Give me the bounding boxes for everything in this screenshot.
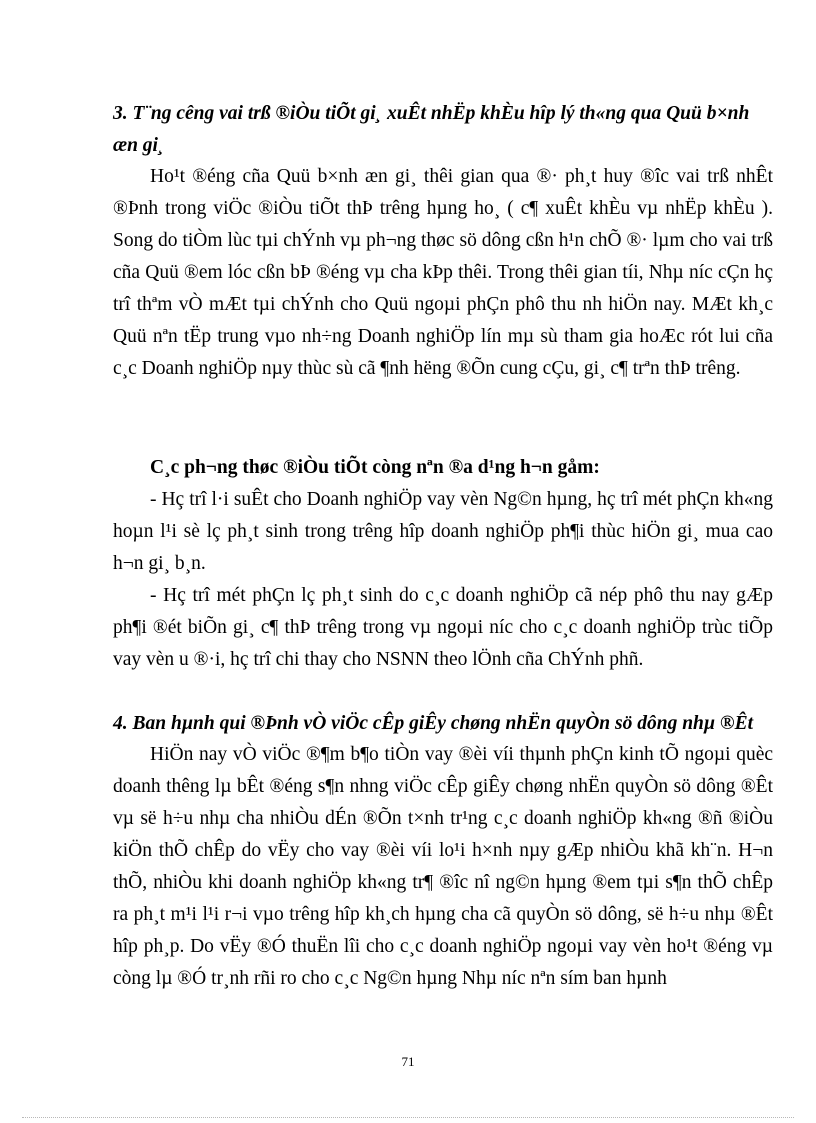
section-3-heading: 3. T¨ng cêng vai trß ®iÒu tiÕt gi¸ xuÊt nhËp khÈu hîp lý th«ng qua Quü b×nh æn gi¸ xyxy=(113,103,750,156)
section-4-paragraph: HiÖn nay vÒ viÖc ®¶m b¶o tiÒn vay ®èi víi thµnh phÇn kinh tÕ ngoµi quèc doanh thêng lµ bÊt ®éng s¶n nhng viÖc cÊp giÊy chøng nhËn quyÒn sö dông ®Êt vµ së h÷u nhµ cha nhiÒu dÉn ®Õn t×nh tr¹ng c¸c doanh nghiÖp kh«ng ®ñ ®iÒu kiÖn thÕ chÊp do vËy cho vay ®èi víi lo¹i h×nh nµy gÆp nhiÒu khã kh¨n. H¬n thÕ, nhiÒu khi doanh nghiÖp kh«ng tr¶ ®îc nî ng©n hµng ®em tµi s¶n thÕ chÊp ra ph¸t m¹i l¹i r¬i vµo trêng hîp kh¸ch hµng cha cã quyÒn sö dông, së h÷u nhµ ®Êt hîp ph¸p. Do vËy ®Ó thuËn lîi cho c¸c doanh nghiÖp ngoµi vay vèn ho¹t ®éng vµ còng lµ ®Ó tr¸nh rñi ro cho c¸c Ng©n hµng Nhµ níc nªn sím ban hµnh xyxy=(113,744,773,989)
section-4-heading: 4. Ban hµnh qui ®Þnh vÒ viÖc cÊp giÊy chøng nhËn quyÒn sö dông nhµ ®Êt xyxy=(113,713,754,734)
methods-list-item: - Hç trî l·i suÊt cho Doanh nghiÖp vay vèn Ng©n hµng, hç trî mét phÇn kh«ng hoµn l¹i sè lç ph¸t sinh trong trêng hîp doanh nghiÖp ph¶i thùc hiÖn gi¸ mua cao h¬n gi¸ b¸n. xyxy=(113,489,773,574)
page-number: 71 xyxy=(401,1054,415,1069)
methods-subheading: C¸c ph¬ng thøc ®iÒu tiÕt còng nªn ®a d¹ng h¬n gåm: xyxy=(150,457,600,478)
footer-divider xyxy=(22,1117,794,1118)
methods-list-item: - Hç trî mét phÇn lç ph¸t sinh do c¸c doanh nghiÖp cã nép phô thu nay gÆp ph¶i ®ét biÕn gi¸ c¶ thÞ trêng trong vµ ngoµi níc cho c¸c doanh nghiÖp trùc tiÕp vay vèn u ®·i, hç trî chi thay cho NSNN theo lÖnh cña ChÝnh phñ. xyxy=(113,585,773,670)
section-3-paragraph: Ho¹t ®éng cña Quü b×nh æn gi¸ thêi gian qua ®· ph¸t huy ®îc vai trß nhÊt ®Þnh trong viÖc ®iÒu tiÕt thÞ trêng hµng ho¸ ( c¶ xuÊt khÈu vµ nhËp khÈu ). Song do tiÒm lùc tµi chÝnh vµ ph¬ng thøc sö dông cßn h¹n chÕ ®· lµm cho vai trß cña Quü ®em lóc cßn bÞ ®éng vµ cha kÞp thêi. Trong thêi gian tíi, Nhµ níc cÇn hç trî thªm vÒ mÆt tµi chÝnh cho Quü ngoµi phÇn phô thu nh hiÖn nay. MÆt kh¸c Quü nªn tËp trung vµo nh÷ng Doanh nghiÖp lín mµ sù tham gia hoÆc rót lui cña c¸c Doanh nghiÖp nµy thùc sù cã ¶nh hëng ®Õn cung cÇu, gi¸ c¶ trªn thÞ trêng. xyxy=(113,166,773,379)
